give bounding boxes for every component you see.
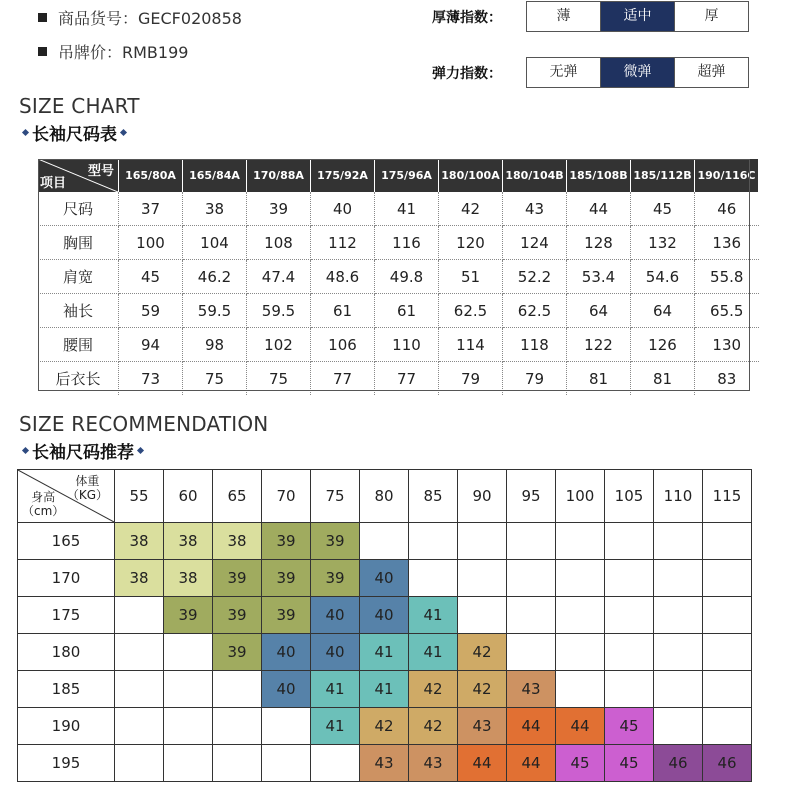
recommendation-cell: 40 [311, 597, 360, 634]
tag-price-text: 吊牌价：RMB199 [58, 43, 189, 62]
recommendation-cell [654, 560, 703, 597]
recommendation-cell [164, 708, 213, 745]
size-chart-subtitle [19, 120, 130, 145]
recommendation-cell [654, 671, 703, 708]
size-chart-cell: 62.5 [439, 294, 503, 328]
recommendation-cell: 40 [360, 560, 409, 597]
table-row [18, 560, 752, 597]
recommendation-cell [213, 708, 262, 745]
thickness-option: 薄 [556, 8, 571, 24]
recommendation-cell [605, 597, 654, 634]
size-chart-column-header: 180/100A [439, 159, 503, 192]
size-chart-row-label: 胸围 [38, 226, 119, 260]
size-chart-column-header: 180/104B [503, 159, 567, 192]
size-chart-cell: 47.4 [247, 260, 311, 294]
size-chart-cell: 81 [631, 362, 695, 396]
weight-axis-label: 体重 （KG） [66, 474, 108, 502]
size-chart-cell: 46 [695, 192, 759, 226]
size-chart-header-row [38, 159, 759, 192]
recommendation-cell: 39 [164, 597, 213, 634]
recommendation-cell: 39 [262, 597, 311, 634]
recommendation-cell [164, 745, 213, 782]
size-chart-cell: 79 [439, 362, 503, 396]
weight-column-header: 60 [164, 470, 213, 523]
size-chart-cell: 136 [695, 226, 759, 260]
recommendation-cell: 46 [654, 745, 703, 782]
recommendation-cell: 44 [507, 745, 556, 782]
size-chart-cell: 130 [695, 328, 759, 362]
recommendation-cell: 43 [507, 671, 556, 708]
size-chart-cell: 44 [567, 192, 631, 226]
table-row [18, 523, 752, 560]
recommendation-cell [605, 560, 654, 597]
size-chart-cell: 77 [375, 362, 439, 396]
size-chart-column-header: 165/84A [183, 159, 247, 192]
recommendation-cell [507, 560, 556, 597]
table-row [18, 597, 752, 634]
size-chart-cell: 94 [119, 328, 183, 362]
size-chart-cell: 108 [247, 226, 311, 260]
recommendation-subtitle-text: 长袖尺码推荐 [32, 443, 134, 463]
recommendation-cell: 42 [360, 708, 409, 745]
recommendation-cell [360, 523, 409, 560]
recommendation-cell: 41 [360, 634, 409, 671]
recommendation-cell [654, 708, 703, 745]
size-chart-cell: 79 [503, 362, 567, 396]
size-chart-cell: 64 [631, 294, 695, 328]
recommendation-corner [18, 470, 115, 523]
table-row [38, 362, 759, 396]
recommendation-cell [654, 523, 703, 560]
size-chart-cell: 100 [119, 226, 183, 260]
recommendation-header-row [18, 470, 752, 523]
recommendation-cell: 42 [458, 634, 507, 671]
recommendation-cell [605, 523, 654, 560]
recommendation-cell: 42 [409, 671, 458, 708]
size-chart-cell: 114 [439, 328, 503, 362]
weight-column-header: 115 [703, 470, 752, 523]
size-chart-cell: 55.8 [695, 260, 759, 294]
size-chart-corner [38, 159, 119, 192]
elasticity-option: 微弹 [600, 58, 674, 87]
recommendation-cell: 38 [164, 560, 213, 597]
size-chart-cell: 75 [247, 362, 311, 396]
recommendation-cell: 41 [409, 634, 458, 671]
product-code [38, 6, 242, 29]
recommendation-cell: 43 [360, 745, 409, 782]
size-chart-cell: 45 [119, 260, 183, 294]
size-chart-cell: 116 [375, 226, 439, 260]
recommendation-cell [458, 523, 507, 560]
size-chart-cell: 45 [631, 192, 695, 226]
elasticity-option: 无弹 [549, 64, 578, 80]
size-chart-cell: 53.4 [567, 260, 631, 294]
height-row-label: 190 [18, 708, 115, 745]
size-chart-cell: 75 [183, 362, 247, 396]
size-chart-cell: 112 [311, 226, 375, 260]
recommendation-cell: 44 [507, 708, 556, 745]
table-row [38, 260, 759, 294]
size-chart-cell: 59.5 [183, 294, 247, 328]
recommendation-cell [556, 634, 605, 671]
size-chart-row-label: 肩宽 [38, 260, 119, 294]
table-row [18, 745, 752, 782]
weight-column-header: 95 [507, 470, 556, 523]
size-chart-cell: 124 [503, 226, 567, 260]
elasticity-option: 超弹 [674, 58, 748, 87]
recommendation-cell [115, 634, 164, 671]
table-row [18, 671, 752, 708]
diamond-icon [137, 447, 144, 454]
recommendation-cell [115, 671, 164, 708]
recommendation-cell [458, 560, 507, 597]
recommendation-cell: 38 [115, 523, 164, 560]
recommendation-cell: 41 [311, 671, 360, 708]
size-chart-row-label: 袖长 [38, 294, 119, 328]
recommendation-cell [164, 634, 213, 671]
size-chart-cell: 59 [119, 294, 183, 328]
size-chart-table [38, 159, 759, 395]
size-chart-cell: 42 [439, 192, 503, 226]
recommendation-title: SIZE RECOMMENDATION [19, 412, 269, 436]
recommendation-cell [556, 523, 605, 560]
recommendation-cell [654, 634, 703, 671]
recommendation-cell [507, 597, 556, 634]
recommendation-cell [703, 597, 752, 634]
weight-column-header: 65 [213, 470, 262, 523]
size-chart-cell: 39 [247, 192, 311, 226]
recommendation-cell [262, 745, 311, 782]
table-row [38, 328, 759, 362]
thickness-index [432, 1, 749, 32]
recommendation-cell [164, 671, 213, 708]
height-row-label: 195 [18, 745, 115, 782]
weight-column-header: 75 [311, 470, 360, 523]
size-chart-column-header: 175/92A [311, 159, 375, 192]
recommendation-cell [703, 523, 752, 560]
recommendation-cell [213, 671, 262, 708]
recommendation-cell: 42 [409, 708, 458, 745]
table-row [38, 192, 759, 226]
height-row-label: 175 [18, 597, 115, 634]
corner-model-label: 型号 [87, 164, 114, 179]
recommendation-cell [115, 708, 164, 745]
recommendation-cell: 38 [164, 523, 213, 560]
recommendation-cell: 46 [703, 745, 752, 782]
recommendation-cell [507, 523, 556, 560]
recommendation-cell: 39 [311, 523, 360, 560]
size-chart-cell: 40 [311, 192, 375, 226]
size-chart-cell: 126 [631, 328, 695, 362]
size-chart-column-header: 165/80A [119, 159, 183, 192]
recommendation-cell: 44 [458, 745, 507, 782]
size-chart-column-header: 175/96A [375, 159, 439, 192]
size-chart-cell: 37 [119, 192, 183, 226]
size-chart-title: SIZE CHART [19, 94, 140, 118]
diamond-icon [22, 129, 29, 136]
weight-column-header: 110 [654, 470, 703, 523]
size-chart-cell: 110 [375, 328, 439, 362]
size-chart-cell: 77 [311, 362, 375, 396]
recommendation-cell [605, 634, 654, 671]
size-chart-cell: 64 [567, 294, 631, 328]
size-chart-cell: 51 [439, 260, 503, 294]
size-chart-cell: 122 [567, 328, 631, 362]
recommendation-cell [703, 708, 752, 745]
thickness-label: 厚薄指数： [432, 9, 502, 26]
size-chart-cell: 120 [439, 226, 503, 260]
recommendation-cell: 45 [605, 745, 654, 782]
elasticity-label: 弹力指数： [432, 65, 502, 82]
height-row-label: 180 [18, 634, 115, 671]
recommendation-cell: 41 [360, 671, 409, 708]
size-chart-column-header: 170/88A [247, 159, 311, 192]
recommendation-cell [507, 634, 556, 671]
size-chart-column-header: 190/116C [695, 159, 759, 192]
size-chart-cell: 62.5 [503, 294, 567, 328]
recommendation-cell: 39 [262, 523, 311, 560]
recommendation-cell [115, 597, 164, 634]
size-chart-cell: 98 [183, 328, 247, 362]
recommendation-cell [556, 560, 605, 597]
diamond-icon [120, 129, 127, 136]
weight-column-header: 55 [115, 470, 164, 523]
size-chart-cell: 73 [119, 362, 183, 396]
size-chart-cell: 132 [631, 226, 695, 260]
recommendation-cell: 39 [262, 560, 311, 597]
size-chart-cell: 106 [311, 328, 375, 362]
size-chart-cell: 41 [375, 192, 439, 226]
height-row-label: 165 [18, 523, 115, 560]
weight-column-header: 100 [556, 470, 605, 523]
table-row [18, 708, 752, 745]
size-chart-cell: 83 [717, 369, 737, 388]
elasticity-index [432, 57, 749, 88]
weight-column-header: 105 [605, 470, 654, 523]
height-axis-label: 身高 （cm） [22, 490, 65, 518]
size-chart-cell: 49.8 [375, 260, 439, 294]
thickness-options [526, 1, 749, 32]
recommendation-cell: 45 [556, 745, 605, 782]
recommendation-cell: 45 [605, 708, 654, 745]
recommendation-cell: 43 [458, 708, 507, 745]
size-chart-row-label: 腰围 [38, 328, 119, 362]
recommendation-table [17, 469, 752, 782]
recommendation-cell: 42 [458, 671, 507, 708]
corner-item-label: 项目 [40, 176, 67, 191]
size-chart-cell: 118 [503, 328, 567, 362]
size-chart-cell: 48.6 [311, 260, 375, 294]
bullet-square-icon [38, 47, 47, 56]
recommendation-cell: 43 [409, 745, 458, 782]
recommendation-cell [458, 597, 507, 634]
recommendation-cell [115, 745, 164, 782]
recommendation-cell: 40 [262, 634, 311, 671]
recommendation-cell [556, 671, 605, 708]
size-chart-row-label: 后衣长 [38, 362, 119, 396]
height-row-label: 170 [18, 560, 115, 597]
recommendation-cell: 40 [262, 671, 311, 708]
recommendation-cell [556, 597, 605, 634]
recommendation-cell: 40 [360, 597, 409, 634]
weight-column-header: 70 [262, 470, 311, 523]
elasticity-options [526, 57, 749, 88]
height-row-label: 185 [18, 671, 115, 708]
recommendation-cell [605, 671, 654, 708]
weight-column-header: 85 [409, 470, 458, 523]
recommendation-cell: 39 [311, 560, 360, 597]
size-chart-cell: 128 [567, 226, 631, 260]
recommendation-cell [409, 560, 458, 597]
bullet-square-icon [38, 13, 47, 22]
recommendation-cell: 44 [556, 708, 605, 745]
weight-column-header: 90 [458, 470, 507, 523]
size-chart-cell: 52.2 [503, 260, 567, 294]
product-code-text: 商品货号：GECF020858 [58, 9, 242, 28]
size-chart-cell: 102 [247, 328, 311, 362]
size-chart-cell: 38 [183, 192, 247, 226]
recommendation-cell [262, 708, 311, 745]
recommendation-cell [703, 634, 752, 671]
tag-price [38, 40, 188, 63]
size-chart-cell: 43 [503, 192, 567, 226]
size-chart-cell: 54.6 [631, 260, 695, 294]
recommendation-subtitle [19, 438, 147, 463]
diamond-icon [22, 447, 29, 454]
recommendation-cell [213, 745, 262, 782]
thickness-option: 厚 [674, 2, 748, 31]
size-chart-cell: 61 [375, 294, 439, 328]
size-chart-cell: 61 [311, 294, 375, 328]
recommendation-cell [654, 597, 703, 634]
table-row [18, 634, 752, 671]
size-chart-cell: 46.2 [183, 260, 247, 294]
size-chart-column-header: 185/108B [567, 159, 631, 192]
recommendation-cell: 41 [311, 708, 360, 745]
recommendation-cell [703, 560, 752, 597]
size-chart-cell: 59.5 [247, 294, 311, 328]
recommendation-cell [311, 745, 360, 782]
size-chart-row-label: 尺码 [38, 192, 119, 226]
recommendation-cell: 39 [213, 597, 262, 634]
size-chart-cell: 104 [183, 226, 247, 260]
table-row [38, 226, 759, 260]
size-chart-cell: 65.5 [695, 294, 759, 328]
recommendation-cell: 39 [213, 634, 262, 671]
size-chart-column-header: 185/112B [631, 159, 695, 192]
recommendation-cell: 40 [311, 634, 360, 671]
recommendation-cell [703, 671, 752, 708]
recommendation-cell: 39 [213, 560, 262, 597]
thickness-option: 适中 [600, 2, 674, 31]
table-row [38, 294, 759, 328]
size-chart-subtitle-text: 长袖尺码表 [32, 125, 117, 145]
recommendation-cell [409, 523, 458, 560]
recommendation-cell: 41 [409, 597, 458, 634]
recommendation-cell: 38 [115, 560, 164, 597]
weight-column-header: 80 [360, 470, 409, 523]
recommendation-cell: 38 [213, 523, 262, 560]
size-chart-cell: 81 [567, 362, 631, 396]
